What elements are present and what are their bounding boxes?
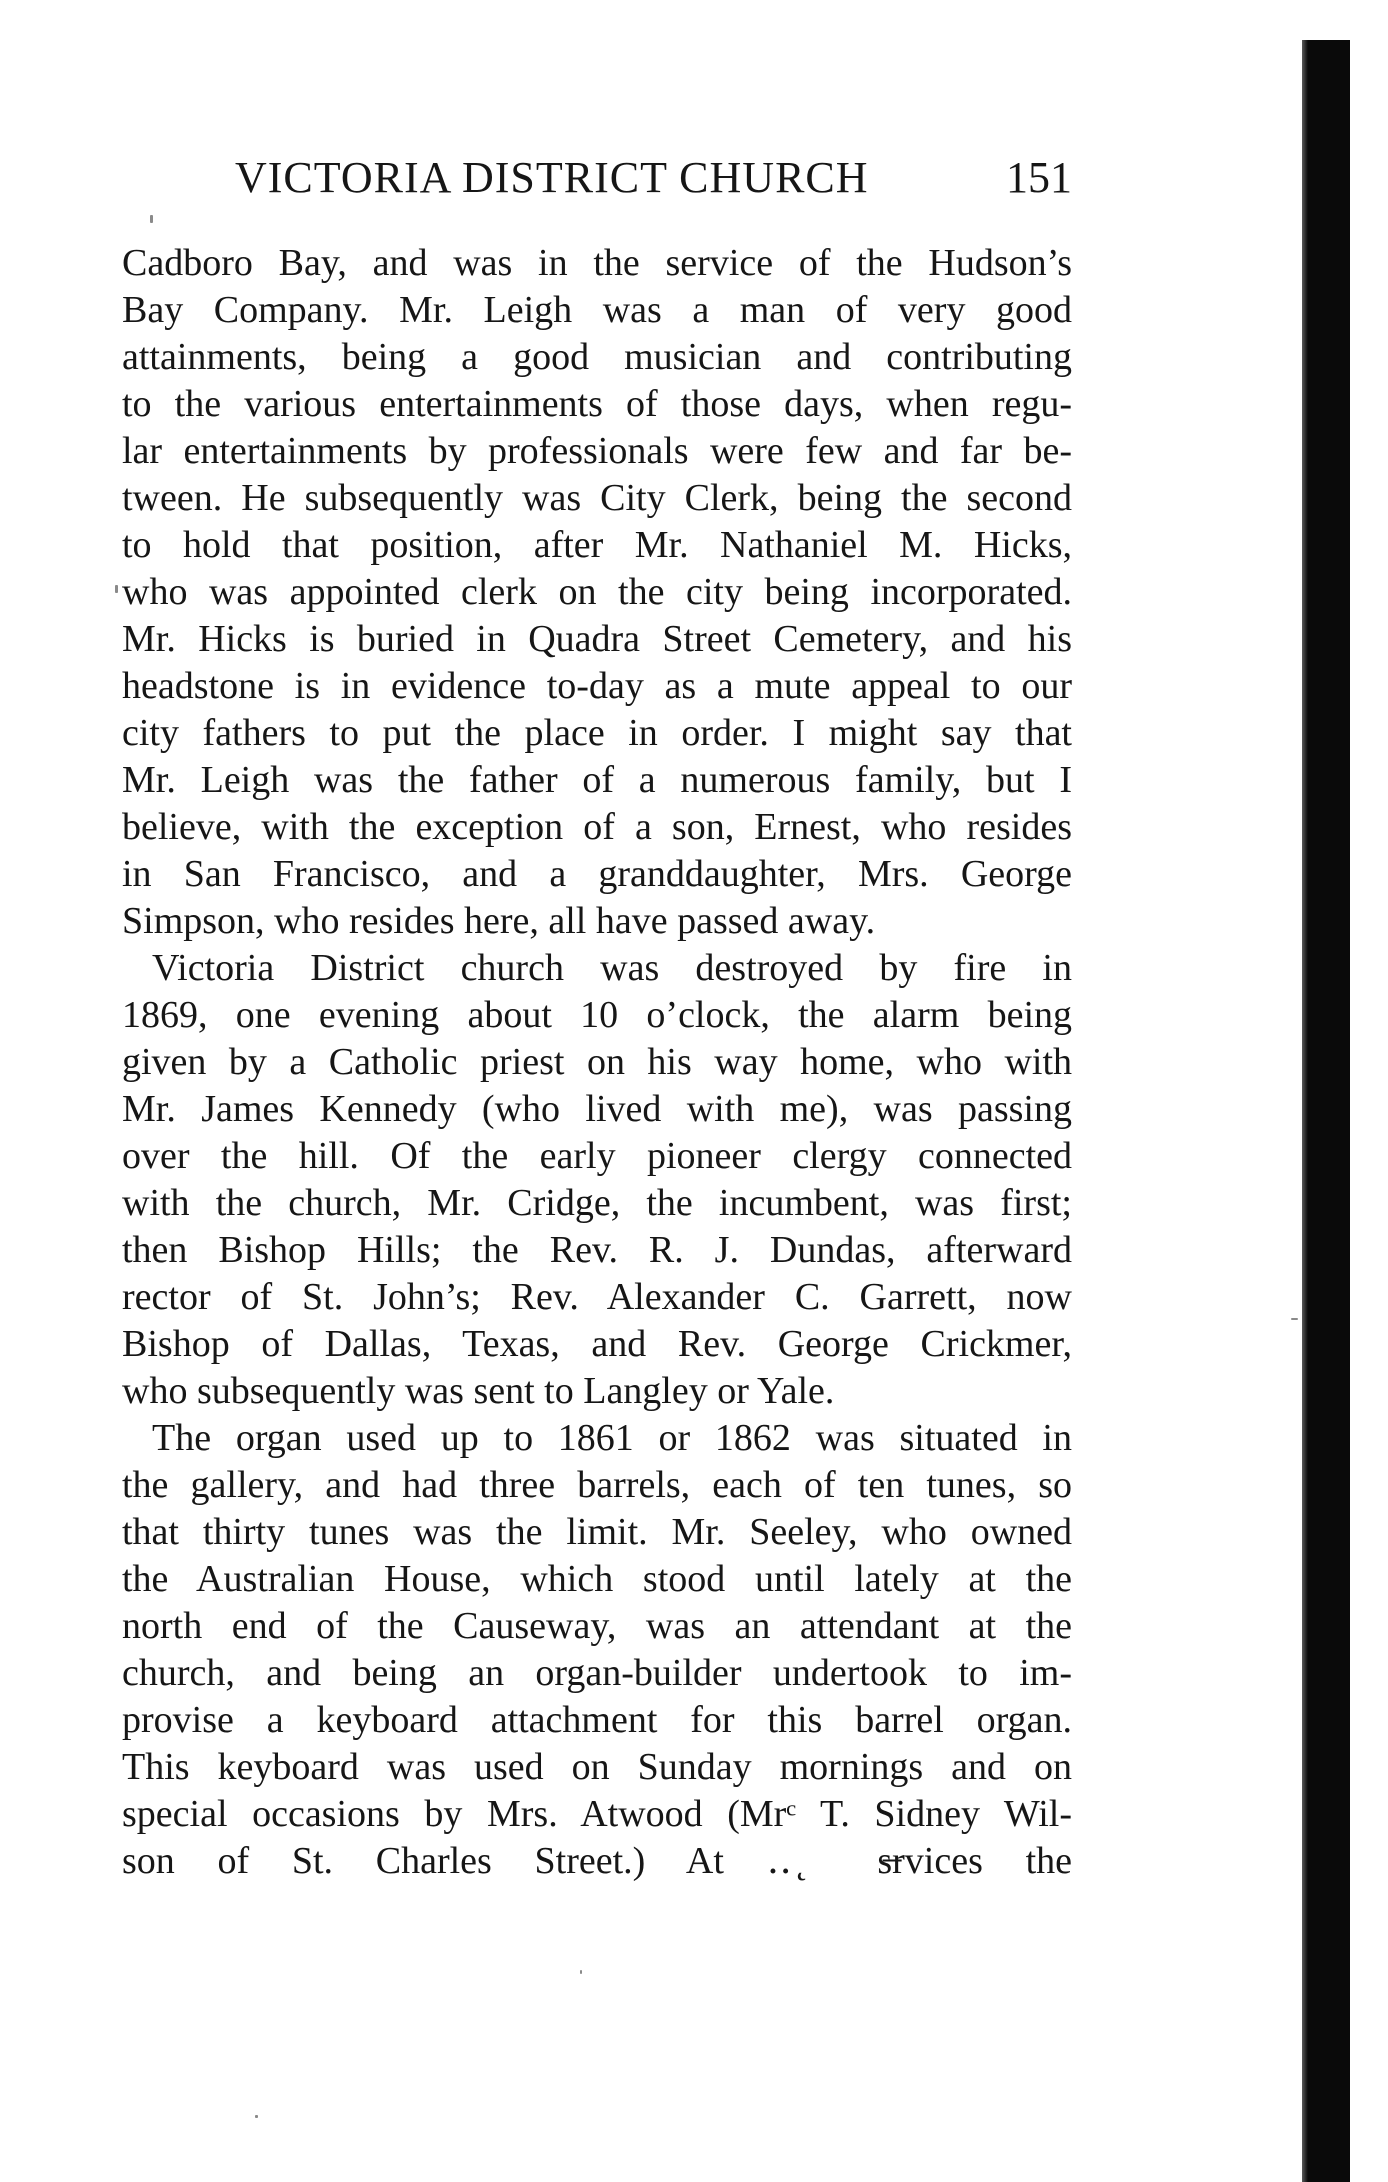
text-line: who subsequently was sent to Langley or Yale. — [122, 1370, 835, 1412]
text-line: to the various entertainments of those days, when regu- — [122, 383, 1072, 425]
scan-speck — [580, 1970, 582, 1974]
page-number: 151 — [1006, 153, 1072, 202]
text-line: to hold that position, after Mr. Nathaniel M. Hicks, — [122, 524, 1072, 566]
text-line: headstone is in evidence to-day as a mute appeal to our — [122, 665, 1072, 707]
text-line: Mr. James Kennedy (who lived with me), was passing — [122, 1088, 1072, 1130]
text-line: rector of St. John’s; Rev. Alexander C. Garrett, now — [122, 1276, 1072, 1318]
text-line: son of St. Charles Street.) At ‥ ̨ s̶rvices the — [122, 1840, 1072, 1882]
scan-speck — [150, 215, 153, 223]
text-line: Bay Company. Mr. Leigh was a man of very good — [122, 289, 1072, 331]
paragraph-3 — [122, 1415, 1072, 1885]
text-line: who was appointed clerk on the city being incorporated. — [122, 571, 1072, 613]
paragraph-2 — [122, 945, 1072, 1415]
text-line: with the church, Mr. Cridge, the incumbent, was first; — [122, 1182, 1072, 1224]
text-line: that thirty tunes was the limit. Mr. Seeley, who owned — [122, 1511, 1072, 1553]
text-line: given by a Catholic priest on his way home, who with — [122, 1041, 1072, 1083]
text-line: church, and being an organ-builder undertook to im- — [122, 1652, 1072, 1694]
text-line: attainments, being a good musician and contributing — [122, 336, 1072, 378]
scan-speck — [255, 2115, 258, 2118]
text-line: Mr. Hicks is buried in Quadra Street Cemetery, and his — [122, 618, 1072, 660]
text-line: believe, with the exception of a son, Ernest, who resides — [122, 806, 1072, 848]
scan-speck — [115, 585, 118, 593]
running-title: VICTORIA DISTRICT CHURCH — [235, 153, 869, 202]
text-line: city fathers to put the place in order. I might say that — [122, 712, 1072, 754]
text-line: lar entertainments by professionals were few and far be- — [122, 430, 1072, 472]
text-line: tween. He subsequently was City Clerk, being the second — [122, 477, 1072, 519]
text-line: the Australian House, which stood until lately at the — [122, 1558, 1072, 1600]
text-line: The organ used up to 1861 or 1862 was situated in — [152, 1417, 1072, 1459]
text-line: Simpson, who resides here, all have passed away. — [122, 900, 876, 942]
text-line: provise a keyboard attachment for this barrel organ. — [122, 1699, 1072, 1741]
page-header — [235, 150, 1072, 206]
text-line: Bishop of Dallas, Texas, and Rev. George Crickmer, — [122, 1323, 1072, 1365]
text-line: north end of the Causeway, was an attendant at the — [122, 1605, 1072, 1647]
text-line: in San Francisco, and a granddaughter, Mrs. George — [122, 853, 1072, 895]
text-line: special occasions by Mrs. Atwood (Mrᶜ T. Sidney Wil- — [122, 1793, 1072, 1835]
text-line: 1869, one evening about 10 o’clock, the alarm being — [122, 994, 1072, 1036]
body-text — [122, 240, 1072, 1885]
scan-binding-edge — [1302, 40, 1350, 2182]
text-line: over the hill. Of the early pioneer clergy connected — [122, 1135, 1072, 1177]
text-line: then Bishop Hills; the Rev. R. J. Dundas, afterward — [122, 1229, 1072, 1271]
paragraph-1 — [122, 240, 1072, 945]
text-line: Cadboro Bay, and was in the service of the Hudson’s — [122, 242, 1072, 284]
text-line: This keyboard was used on Sunday mornings and on — [122, 1746, 1072, 1788]
scan-speck — [1291, 1318, 1298, 1320]
text-line: Mr. Leigh was the father of a numerous family, but I — [122, 759, 1072, 801]
text-line: the gallery, and had three barrels, each of ten tunes, so — [122, 1464, 1072, 1506]
text-line: Victoria District church was destroyed by fire in — [152, 947, 1072, 989]
